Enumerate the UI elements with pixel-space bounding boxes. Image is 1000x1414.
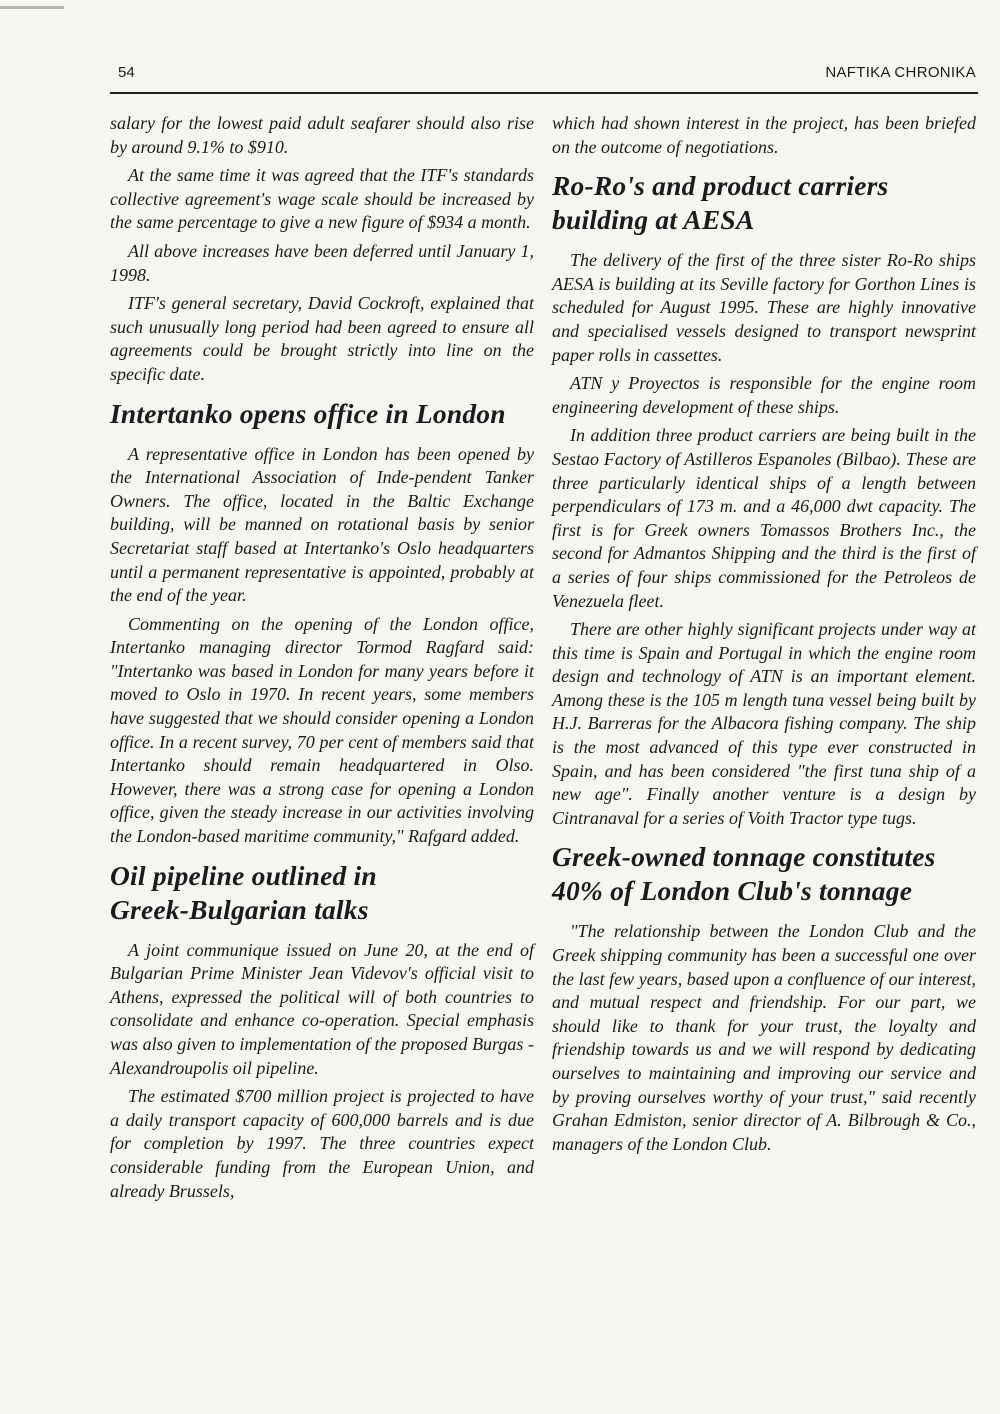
paragraph-deferred-increases: All above increases have been deferred until January 1, 1998. — [110, 240, 534, 285]
left-column — [110, 112, 534, 1208]
paragraph-itf-wage-scale: At the same time it was agreed that the ITF's standards collective agreement's wage scale should be increased by the same percentage to give a new figure of $934 a month. — [110, 165, 534, 233]
paragraph-intertanko-quote: Commenting on the opening of the London office, Intertanko managing director Tormod Ragfard said: "Intertanko was based in London for many years before it moved to Oslo in 1970. In recent years, some members have suggested that we should consider opening a London office. In a recent survey, 70 per cent of members said that Intertanko should remain headquartered in Olso. However, there was a strong case for opening a London office, given the steady increase in our activities involving the London-based maritime community," Rafgard added. — [110, 613, 534, 847]
paragraph-other-projects: There are other highly significant projects under way at this time is Spain and Portugal in which the engine room design and technology of ATN is an important element. Among these is the 105 m length tuna vessel being built by H.J. Barreras for the Albacora fishing company. The ship is the most advanced of this type ever constructed in Spain, and has been considered "the first tuna ship of a new age". Finally another venture is a design by Cintranaval for a series of Voith Tractor type tugs. — [552, 619, 976, 828]
paragraph-brussels-briefed: which had shown interest in the project, has been briefed on the outcome of negotiations. — [552, 113, 976, 157]
paragraph-london-club-quote: "The relationship between the London Club and the Greek shipping community has been a successful one over the last few years, based upon a confluence of our interest, and mutual respect and friendship. For our part, we should like to thank for your trust, the loyalty and friendship towards us and we will respond by dedicating ourselves to maintaining and improving our service and by proving ourselves worthy of your trust," said recently Grahan Edmiston, senior director of A. Bilbrough & Co., managers of the London Club. — [552, 921, 976, 1154]
headline-oil-pipeline-line1: Oil pipeline outlined in — [110, 859, 377, 891]
headline-oil-pipeline-line2: Greek-Bulgarian talks — [110, 893, 369, 925]
paragraph-atn-proyectos: ATN y Proyectos is responsible for the engine room engineering development of these ships. — [552, 373, 976, 417]
right-column — [552, 112, 976, 1161]
headline-greek-tonnage — [552, 840, 976, 908]
paragraph-roro-delivery: The delivery of the first of the three sister Ro-Ro ships AESA is building at its Seville factory for Gorthon Lines is scheduled for August 1995. These are highly innovative and specialised vessels designed to transport newsprint paper rolls in cassettes. — [552, 250, 976, 365]
headline-greek-line1: Greek-owned tonnage constitutes — [552, 841, 936, 873]
headline-roro-aesa — [552, 169, 976, 237]
scan-edge-mark — [0, 6, 64, 9]
headline-intertanko: Intertanko opens office in London — [110, 397, 506, 429]
paragraph-intertanko-office: A representative office in London has been opened by the International Association of Inde-pendent Tanker Owners. The office, located in the Baltic Exchange building, will be manned on rotational basis by senior Secretariat staff based at Intertanko's Oslo headquarters until a permanent representative is appointed, probably at the end of the year. — [110, 443, 534, 606]
page-number: 54 — [118, 64, 135, 81]
page-header — [110, 62, 978, 94]
headline-greek-line2: 40% of London Club's tonnage — [552, 875, 913, 907]
paragraph-itf-secretary: ITF's general secretary, David Cockroft, explained that such unusually long period had been agreed to ensure all agreements could be brought strictly into line on the specific date. — [110, 293, 534, 384]
paragraph-pipeline-project: The estimated $700 million project is projected to have a daily transport capacity of 600,000 barrels and is due for completion by 1997. The three countries expect considerable funding from the European Union, and already Brussels, — [110, 1086, 534, 1201]
paragraph-product-carriers: In addition three product carriers are being built in the Sestao Factory of Astilleros Espanoles (Bilbao). These are three particularly identical ships of a length between perpendiculars of 173 m. and a 46,000 dwt capacity. The first is for Greek owners Tomassos Brothers Inc., the second for Admantos Shipping and the third is the first of a series of four ships commissioned for the Petroleos de Venezuela fleet. — [552, 425, 976, 611]
headline-roro-line1: Ro-Ro's and product carriers — [552, 170, 889, 202]
paragraph-itf-salary: salary for the lowest paid adult seafarer should also rise by around 9.1% to $910. — [110, 113, 534, 157]
headline-oil-pipeline — [110, 859, 534, 927]
headline-roro-line2: building at AESA — [552, 204, 755, 236]
publication-title: NAFTIKA CHRONIKA — [825, 64, 976, 81]
paragraph-joint-communique: A joint communique issued on June 20, at the end of Bulgarian Prime Minister Jean Videvov's official visit to Athens, expressed the political will of both countries to consolidate and enhance co-operation. Special emphasis was also given to implementation of the proposed Burgas - Alexandroupolis oil pipeline. — [110, 939, 534, 1078]
